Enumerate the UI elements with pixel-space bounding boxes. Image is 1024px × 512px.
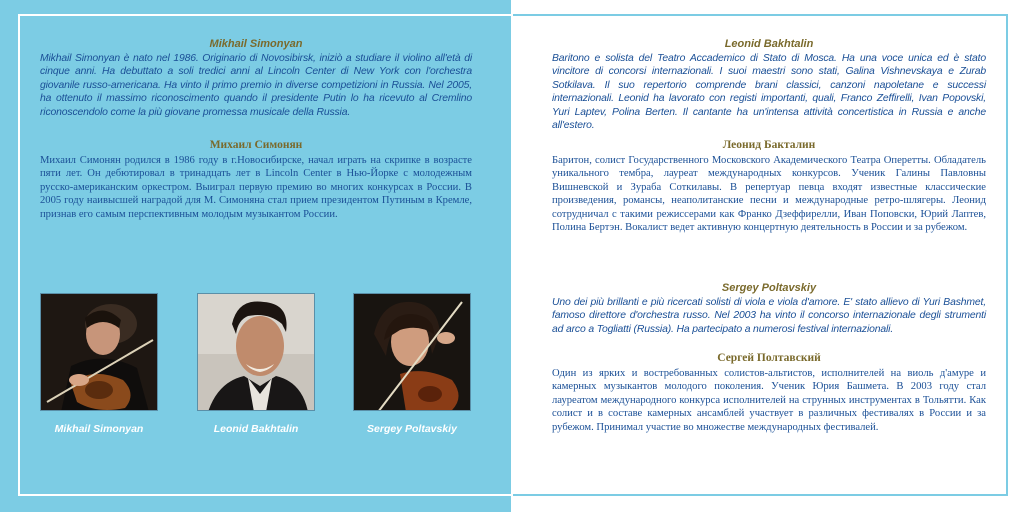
bakhtalin-ru-heading: Леонид Бакталин <box>722 139 816 151</box>
bakhtalin-it-heading: Leonid Bakhtalin <box>724 38 814 50</box>
bakhtalin-it-bio: Baritono e solista del Teatro Accademico di Stato di Mosca. Ha una voce unica ed è stato vincitore di concorsi internazionali. I suoi maestri sono stati, Galina Vishnevskaya e Zurab Sotkilava. Il suo repertorio comprende brani classici, canzoni napoletane e successi internazionali. Leonid ha lavorato con registi importanti, quali, Franco Zeffirelli, Ivan Popovski, Yuri Laptev, Polina Berten. Il cantante ha un'intensa attività concertistica in Russia e anche all'estero. <box>552 53 986 132</box>
bakhtalin-it-section <box>552 38 986 132</box>
simonyan-ru-heading: Михаил Симонян <box>209 139 303 151</box>
poltavskiy-ru-heading: Сергей Полтавский <box>717 352 821 364</box>
photo-sergey-poltavskiy <box>353 293 471 411</box>
bakhtalin-ru-section <box>552 139 986 234</box>
simonyan-it-bio: Mikhail Simonyan è nato nel 1986. Originario di Novosibirsk, iniziò a studiare il violino all'età di cinque anni. Ha debuttato a soli tredici anni al Lincoln Center di New York con l'orchestra giovanile russo-americana. Ha vinto il primo premio in diverse competizioni in Russia. Nel 2005, ha ottenuto il massimo riconoscimento quando il presidente Putin lo ha ricevuto al Cremlino riconoscendolo come la più giovane promessa musicale della Russia. <box>40 53 472 118</box>
simonyan-ru-bio: Михаил Симонян родился в 1986 году в г.Новосибирске, начал играть на скрипке в возрасте пяти лет. Он дебютировал в тринадцать лет в Lincoln Center в Нью-Йорке с молодежным русско-американским оркестром. Выиграл первую премию во многих конкурсах в России. В 2005 году наивысшей наградой для М. Симоняна стал прием президентом Путиным в Кремле, признав его самым перспективным молодым музыкантом России. <box>40 155 472 220</box>
singer-portrait-image <box>198 294 315 411</box>
photo-mikhail-simonyan <box>40 293 158 411</box>
simonyan-ru-section <box>40 139 472 221</box>
poltavskiy-ru-section <box>552 352 986 434</box>
poltavskiy-it-section <box>552 282 986 336</box>
caption-sergey-poltavskiy: Sergey Poltavskiy <box>367 423 457 435</box>
violinist-portrait-image <box>41 294 158 411</box>
violist-portrait-image <box>354 294 471 411</box>
photo-leonid-bakhtalin <box>197 293 315 411</box>
poltavskiy-ru-bio: Один из ярких и востребованных солистов-альтистов, исполнителей на виоль д'амуре и камерных музыкантов молодого поколения. Ученик Юрия Башмета. В 2003 году стал лауреатом международного конкурса исполнителей на струнных инструментах в Тольятти. Как солист и в составе камерных ансамблей участвует в различных фестивалях в России и за рубежом. Принимал участие во множестве международных фестивалей. <box>552 368 986 433</box>
simonyan-it-section <box>40 38 472 119</box>
center-divider <box>511 0 513 512</box>
poltavskiy-it-heading: Sergey Poltavskiy <box>721 282 817 294</box>
caption-mikhail-simonyan: Mikhail Simonyan <box>54 423 144 435</box>
caption-leonid-bakhtalin: Leonid Bakhtalin <box>213 423 299 435</box>
simonyan-it-heading: Mikhail Simonyan <box>209 38 303 50</box>
bakhtalin-ru-bio: Баритон, солист Государственного Московского Академического Театра Оперетты. Обладатель уникального тембра, лауреат международных конкурсов. Ученик Галины Павловны Вишневской и Зураба Соткилавы. В репертуар певца входят известные классические произведения, романсы, неаполитанские песни и международные ретро-шлягеры. Леонид сотрудничал с такими режиссерами как Франко Дзеффирелли, Иван Поповски, Юрий Лаптев, Полина Бертэн. Вокалист ведет активную концертную деятельность в России и за рубежом. <box>552 155 986 234</box>
poltavskiy-it-bio: Uno dei più brillanti e più ricercati solisti di viola e viola d'amore. E' stato allievo di Yuri Bashmet, famoso direttore d'orchestra russo. Nel 2003 ha vinto il concorso internazionale degli strumenti ad arco a Togliatti (Russia). Ha partecipato a numerosi festival internazionali. <box>552 297 986 335</box>
